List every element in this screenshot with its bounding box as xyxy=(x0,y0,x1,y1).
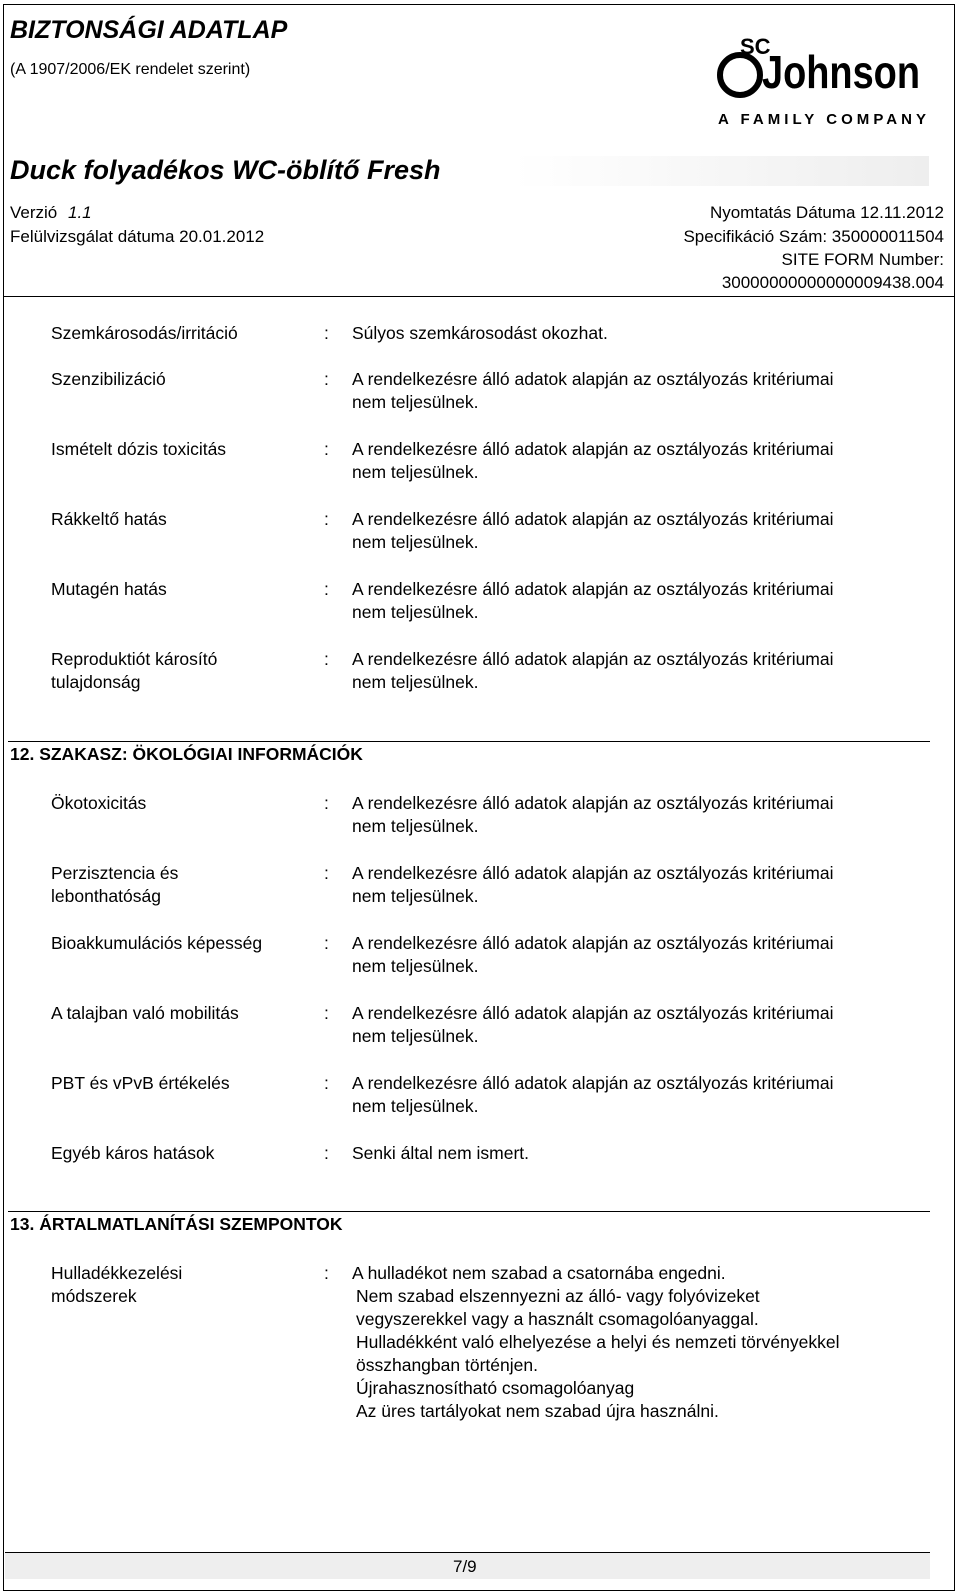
value-line: A rendelkezésre álló adatok alapján az osztályozás kritériumai xyxy=(352,369,834,389)
colon: : xyxy=(324,439,329,459)
property-label: Rákkeltő hatás xyxy=(51,509,167,529)
page-number: 7/9 xyxy=(453,1557,477,1576)
label-line: Perzisztencia és xyxy=(51,863,179,883)
value-line: nem teljesülnek. xyxy=(352,816,479,836)
section-13-rule xyxy=(8,1211,930,1212)
value-line: nem teljesülnek. xyxy=(352,392,479,412)
value-line: A rendelkezésre álló adatok alapján az osztályozás kritériumai xyxy=(352,649,834,669)
document-title: BIZTONSÁGI ADATLAP xyxy=(10,16,288,44)
property-value xyxy=(352,1142,927,1165)
colon: : xyxy=(324,509,329,529)
version-line xyxy=(10,203,92,223)
site-form-number: 30000000000000009438.004 xyxy=(721,273,944,292)
version-label: Verzió xyxy=(10,203,58,222)
version-value: 1.1 xyxy=(67,203,92,222)
header-separator xyxy=(4,296,954,297)
sc-johnson-logo xyxy=(718,30,933,130)
site-form-label: SITE FORM Number: xyxy=(781,250,944,269)
value-line: nem teljesülnek. xyxy=(352,532,479,552)
property-value xyxy=(352,322,927,345)
property-value xyxy=(352,368,927,414)
property-label xyxy=(51,648,311,694)
property-value xyxy=(352,578,927,624)
label-line: Hulladékkezelési xyxy=(51,1263,183,1283)
colon: : xyxy=(324,1003,329,1023)
value-line: A rendelkezésre álló adatok alapján az osztályozás kritériumai xyxy=(352,1003,834,1023)
print-date: Nyomtatás Dátuma 12.11.2012 xyxy=(709,203,944,222)
colon: : xyxy=(324,1263,329,1283)
value-line: A rendelkezésre álló adatok alapján az osztályozás kritériumai xyxy=(352,793,834,813)
value-line: Nem szabad elszennyezni az álló- vagy folyóvizeket xyxy=(356,1286,760,1306)
property-label: A talajban való mobilitás xyxy=(51,1003,239,1023)
value-line: A rendelkezésre álló adatok alapján az osztályozás kritériumai xyxy=(352,933,834,953)
colon: : xyxy=(324,369,329,389)
value-line: A rendelkezésre álló adatok alapján az osztályozás kritériumai xyxy=(352,863,834,883)
value-line: nem teljesülnek. xyxy=(352,1096,479,1116)
property-value xyxy=(352,1002,927,1048)
property-label: Mutagén hatás xyxy=(51,579,167,599)
value-line: A hulladékot nem szabad a csatornába engedni. xyxy=(352,1263,726,1283)
value-line: nem teljesülnek. xyxy=(352,886,479,906)
value-line: Újrahasznosítható csomagolóanyag xyxy=(356,1378,635,1398)
property-label: Egyéb káros hatások xyxy=(51,1143,215,1163)
label-line: tulajdonság xyxy=(51,672,141,692)
property-label xyxy=(51,862,311,908)
property-label: Ismételt dózis toxicitás xyxy=(51,439,227,459)
property-label: Ökotoxicitás xyxy=(51,793,147,813)
property-value xyxy=(352,792,927,838)
colon: : xyxy=(324,579,329,599)
colon: : xyxy=(324,323,329,343)
section-13-title: 13. ÁRTALMATLANÍTÁSI SZEMPONTOK xyxy=(10,1214,343,1234)
property-value xyxy=(352,1262,927,1423)
value-line: vegyszerekkel vagy a használt csomagolóanyaggal. xyxy=(356,1309,759,1329)
logo-sc-text: SC xyxy=(740,34,771,59)
section-12-rule xyxy=(8,741,930,742)
colon: : xyxy=(324,933,329,953)
value-line: A rendelkezésre álló adatok alapján az osztályozás kritériumai xyxy=(352,439,834,459)
value-line: A rendelkezésre álló adatok alapján az osztályozás kritériumai xyxy=(352,579,834,599)
property-value xyxy=(352,648,927,694)
property-value xyxy=(352,862,927,908)
value-line: A rendelkezésre álló adatok alapján az osztályozás kritériumai xyxy=(352,509,834,529)
spec-number: Specifikáció Szám: 350000011504 xyxy=(683,227,944,246)
property-label xyxy=(51,1262,311,1308)
property-label: Szenzibilizáció xyxy=(51,369,166,389)
value-line: Súlyos szemkárosodást okozhat. xyxy=(352,323,608,343)
property-value xyxy=(352,1072,927,1118)
value-line: nem teljesülnek. xyxy=(352,1026,479,1046)
property-value xyxy=(352,438,927,484)
value-line: Hulladékként való elhelyezése a helyi és nemzeti törvényekkel xyxy=(356,1332,840,1352)
regulation-reference: (A 1907/2006/EK rendelet szerint) xyxy=(10,61,251,78)
value-line: nem teljesülnek. xyxy=(352,672,479,692)
value-line: Az üres tartályokat nem szabad újra használni. xyxy=(356,1401,719,1421)
value-line: Senki által nem ismert. xyxy=(352,1143,530,1163)
colon: : xyxy=(324,1143,329,1163)
property-label: Bioakkumulációs képesség xyxy=(51,933,263,953)
value-line: nem teljesülnek. xyxy=(352,462,479,482)
value-line: összhangban történjen. xyxy=(356,1355,538,1375)
section-12-title: 12. SZAKASZ: ÖKOLÓGIAI INFORMÁCIÓK xyxy=(10,744,363,764)
property-label: PBT és vPvB értékelés xyxy=(51,1073,230,1093)
product-name: Duck folyadékos WC-öblítő Fresh xyxy=(10,155,441,185)
logo-tagline: A FAMILY COMPANY xyxy=(718,111,926,128)
label-line: lebonthatóság xyxy=(51,886,161,906)
logo-johnson-text: Johnson xyxy=(762,46,920,98)
value-line: nem teljesülnek. xyxy=(352,956,479,976)
label-line: módszerek xyxy=(51,1286,137,1306)
colon: : xyxy=(324,649,329,669)
property-value xyxy=(352,508,927,554)
value-line: nem teljesülnek. xyxy=(352,602,479,622)
colon: : xyxy=(324,863,329,883)
colon: : xyxy=(324,793,329,813)
property-value xyxy=(352,932,927,978)
property-label: Szemkárosodás/irritáció xyxy=(51,323,238,343)
colon: : xyxy=(324,1073,329,1093)
label-line: Reproduktiót károsító xyxy=(51,649,218,669)
value-line: A rendelkezésre álló adatok alapján az osztályozás kritériumai xyxy=(352,1073,834,1093)
revision-date: Felülvizsgálat dátuma 20.01.2012 xyxy=(10,227,265,246)
